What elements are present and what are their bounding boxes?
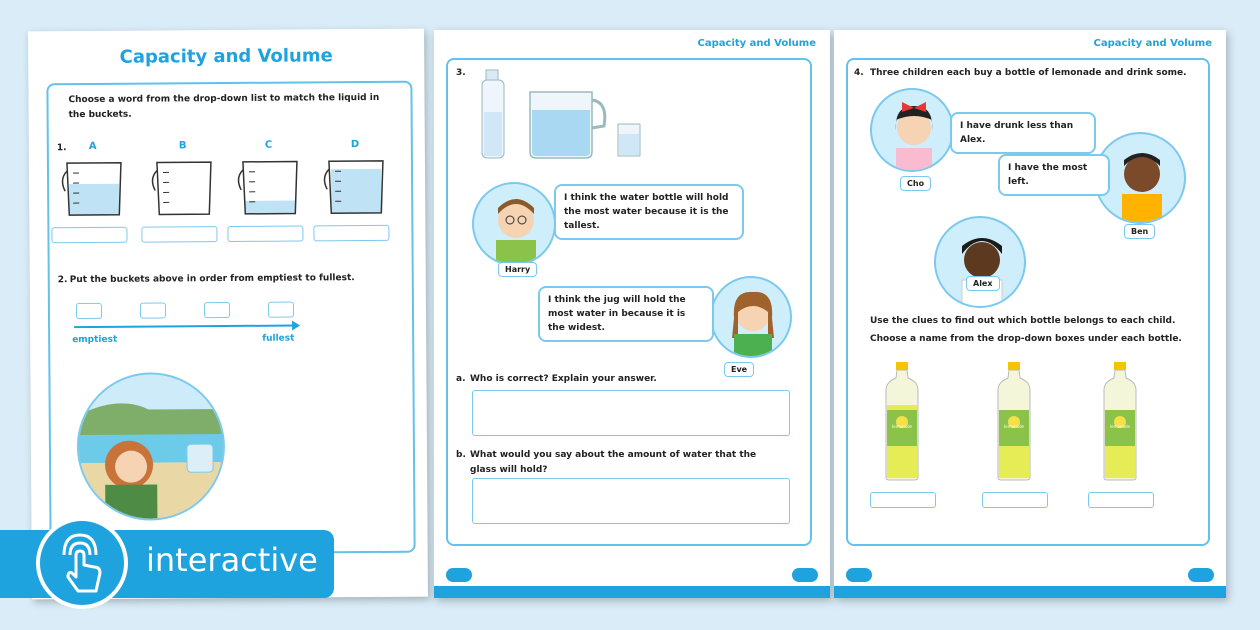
bucket-icon xyxy=(235,153,305,219)
bottle-label: lemonade xyxy=(1110,424,1130,429)
question-number: 3. xyxy=(456,68,466,78)
bucket-icon xyxy=(321,153,391,219)
bucket-icon xyxy=(149,154,219,220)
bottle-name-dropdown[interactable] xyxy=(982,492,1048,508)
worksheet-page-1 xyxy=(28,29,428,600)
bucket-answer-dropdown[interactable] xyxy=(141,226,217,243)
fullest-label: fullest xyxy=(262,333,295,344)
page-title: Capacity and Volume xyxy=(119,45,333,68)
bottle-name-dropdown[interactable] xyxy=(870,492,936,508)
cho-speech-bubble: I have drunk less than Alex. xyxy=(950,112,1096,154)
harry-avatar xyxy=(472,182,556,266)
harry-speech-bubble: I think the water bottle will hold the most water because it is the tallest. xyxy=(554,184,744,240)
order-arrow xyxy=(72,319,302,333)
bucket-label: C xyxy=(264,139,273,151)
eve-speech-bubble: I think the jug will hold the most water in because it is the widest. xyxy=(538,286,714,342)
answer-b-field[interactable] xyxy=(472,478,790,524)
alex-name-tag: Alex xyxy=(966,276,1000,291)
answer-a-field[interactable] xyxy=(472,390,790,436)
harry-name-tag: Harry xyxy=(498,262,537,277)
bucket-label: D xyxy=(350,139,360,151)
beach-illustration xyxy=(76,372,225,521)
worksheet-page-2 xyxy=(434,30,830,598)
brand-logo xyxy=(846,568,872,582)
interactive-label: interactive xyxy=(146,541,318,579)
bottle-name-dropdown[interactable] xyxy=(1088,492,1154,508)
question-a-text: Who is correct? Explain your answer. xyxy=(470,374,657,384)
bucket-icon xyxy=(59,155,129,221)
bucket-answer-dropdown[interactable] xyxy=(313,225,389,242)
order-box[interactable] xyxy=(204,302,230,318)
brand-logo xyxy=(446,568,472,582)
worksheet-page-3 xyxy=(834,30,1226,598)
footer-bar xyxy=(434,586,830,598)
bucket-answer-dropdown[interactable] xyxy=(227,225,303,242)
lemonade-bottle xyxy=(1100,362,1140,482)
bucket-answer-dropdown[interactable] xyxy=(51,227,127,244)
eve-name-tag: Eve xyxy=(724,362,754,377)
eve-avatar xyxy=(710,276,792,358)
lemonade-bottle xyxy=(994,362,1034,482)
cho-name-tag: Cho xyxy=(900,176,931,191)
page-header: Capacity and Volume xyxy=(1093,38,1212,49)
order-box[interactable] xyxy=(140,302,166,318)
emptiest-label: emptiest xyxy=(72,334,118,346)
clue-text-2: Choose a name from the drop-down boxes under each bottle. xyxy=(870,334,1182,344)
order-box[interactable] xyxy=(268,302,294,318)
bucket-label: A xyxy=(88,140,97,152)
clue-text-1: Use the clues to find out which bottle belongs to each child. xyxy=(870,316,1176,326)
question-letter: a. xyxy=(456,374,466,384)
alex-avatar xyxy=(934,216,1026,308)
cho-avatar xyxy=(870,88,954,172)
bottle-label: lemonade xyxy=(1004,424,1024,429)
bucket-label: B xyxy=(178,140,187,152)
ben-speech-bubble: I have the most left. xyxy=(998,154,1110,196)
ben-name-tag: Ben xyxy=(1124,224,1155,239)
touch-icon xyxy=(36,517,128,609)
footer-bar xyxy=(834,586,1226,598)
question-text: Put the buckets above in order from emptiest to fullest. xyxy=(69,273,355,286)
order-box[interactable] xyxy=(76,303,102,319)
question-number: 4. xyxy=(854,68,864,78)
question-number: 2. xyxy=(57,275,68,286)
question-number: 1. xyxy=(56,143,67,154)
bottle-label: lemonade xyxy=(892,424,912,429)
question-letter: b. xyxy=(456,450,466,460)
instruction-text: Choose a word from the drop-down list to match the liquid in the buckets. xyxy=(68,92,380,121)
brand-logo xyxy=(792,568,818,582)
question-text: Three children each buy a bottle of lemonade and drink some. xyxy=(870,68,1187,78)
lemonade-bottle xyxy=(882,362,922,482)
containers-illustration xyxy=(480,66,650,162)
brand-logo xyxy=(1188,568,1214,582)
question-b-text: What would you say about the amount of water that the glass will hold? xyxy=(470,450,757,475)
page-header: Capacity and Volume xyxy=(697,38,816,49)
